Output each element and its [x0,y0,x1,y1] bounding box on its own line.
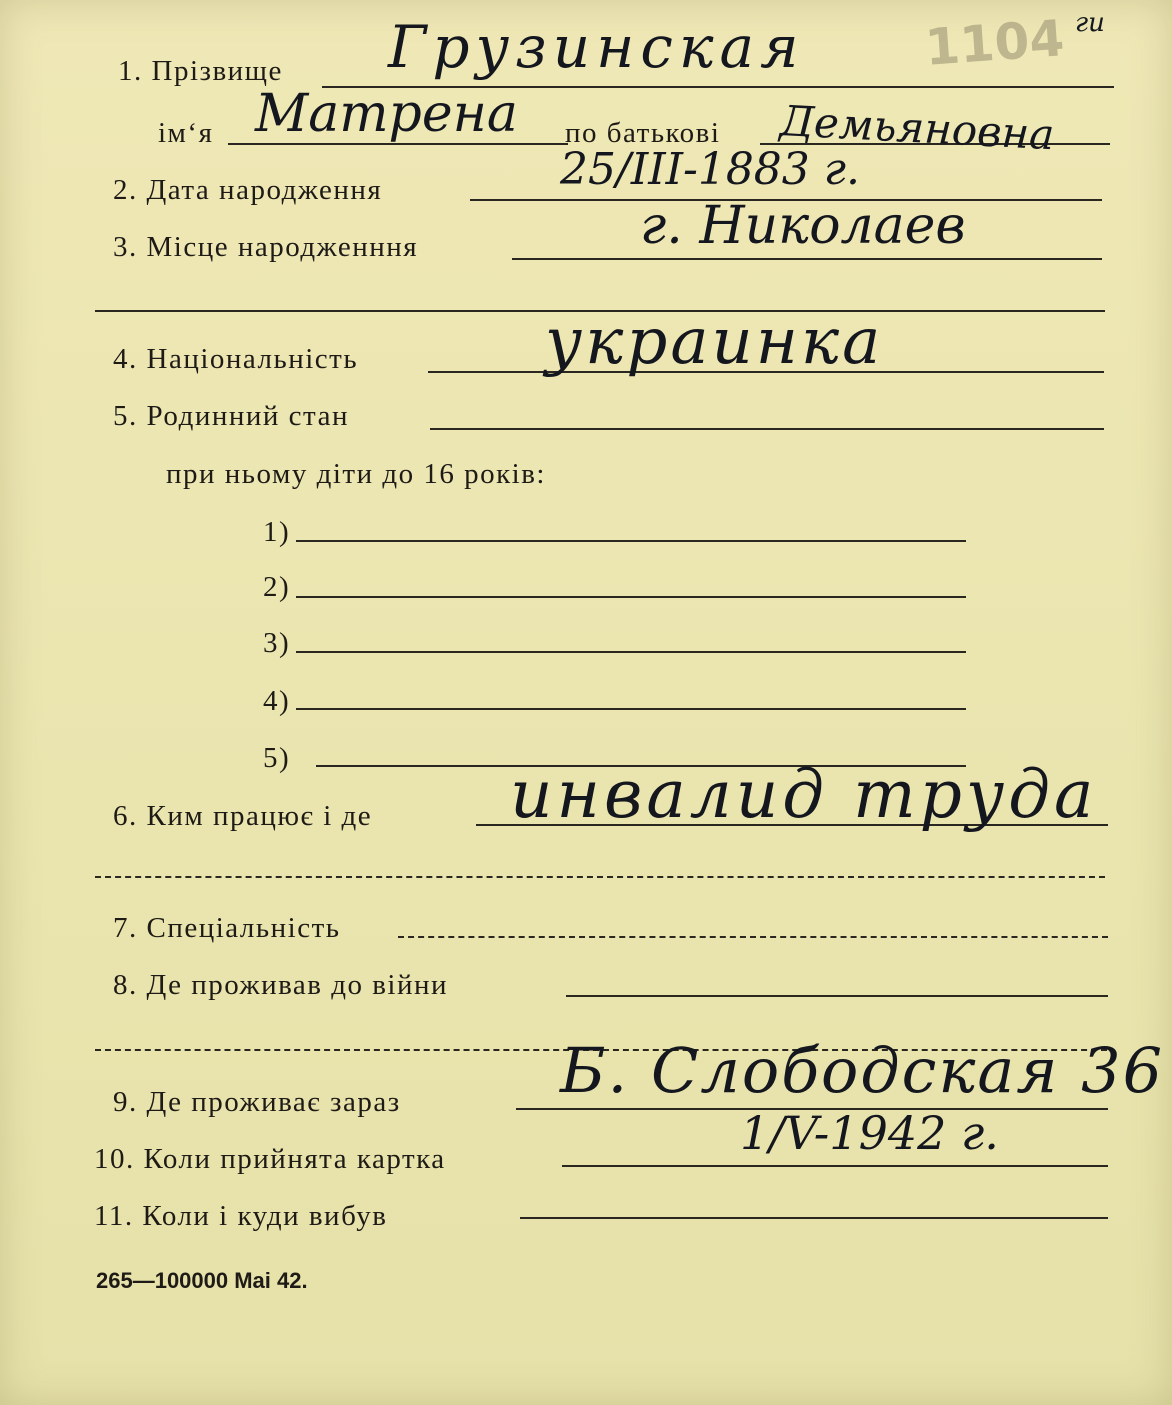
first-name-value: Матрена [255,84,518,144]
occupation-line-2 [95,876,1105,878]
surname-label: 1. Прізвище [118,55,283,87]
children-label: при ньому діти до 16 років: [166,458,546,490]
departure-line [520,1217,1108,1219]
marital-status-line [430,428,1104,430]
patronymic-value: Демьяновна [778,96,1056,160]
child-2-line [296,596,966,598]
occupation-value: инвалид труда [510,756,1098,833]
surname-value: Грузинская [388,13,805,81]
child-2-label: 2) [263,571,291,603]
departure-label: 11. Коли і куди вибув [94,1200,388,1232]
card-date-line [562,1165,1108,1167]
specialty-label: 7. Спеціальність [113,912,341,944]
first-name-label: ім‘я [158,117,214,149]
nationality-label: 4. Національність [113,343,359,375]
child-3-line [296,651,966,653]
current-residence-value: Б. Слободская 36 [560,1034,1165,1107]
birth-place-value: г. Николаев [640,196,966,256]
patronymic-label: по батькові [565,117,721,149]
child-4-label: 4) [263,685,291,717]
nationality-value: украинка [545,305,884,379]
birth-date-label: 2. Дата народження [113,174,383,206]
birth-place-line [512,258,1102,260]
prewar-residence-line [566,995,1108,997]
child-1-line [296,540,966,542]
print-code: 265—100000 Mai 42. [96,1268,308,1293]
birth-date-value: 25/III-1883 г. [560,144,861,195]
birth-place-label: 3. Місце народженння [113,231,419,263]
child-5-label: 5) [263,742,291,774]
prewar-residence-label: 8. Де проживав до війни [113,969,449,1001]
record-number-stamp: 1104 [923,9,1067,77]
record-number-suffix: ги [1075,8,1105,38]
card-date-label: 10. Коли прийнята картка [94,1143,446,1175]
child-4-line [296,708,966,710]
child-3-label: 3) [263,627,291,659]
marital-status-label: 5. Родинний стан [113,400,349,432]
current-residence-label: 9. Де проживає зараз [113,1086,401,1118]
specialty-line [398,936,1108,938]
card-date-value: 1/V-1942 г. [740,1106,999,1160]
occupation-label: 6. Ким працює і де [113,800,373,832]
child-1-label: 1) [263,516,291,548]
